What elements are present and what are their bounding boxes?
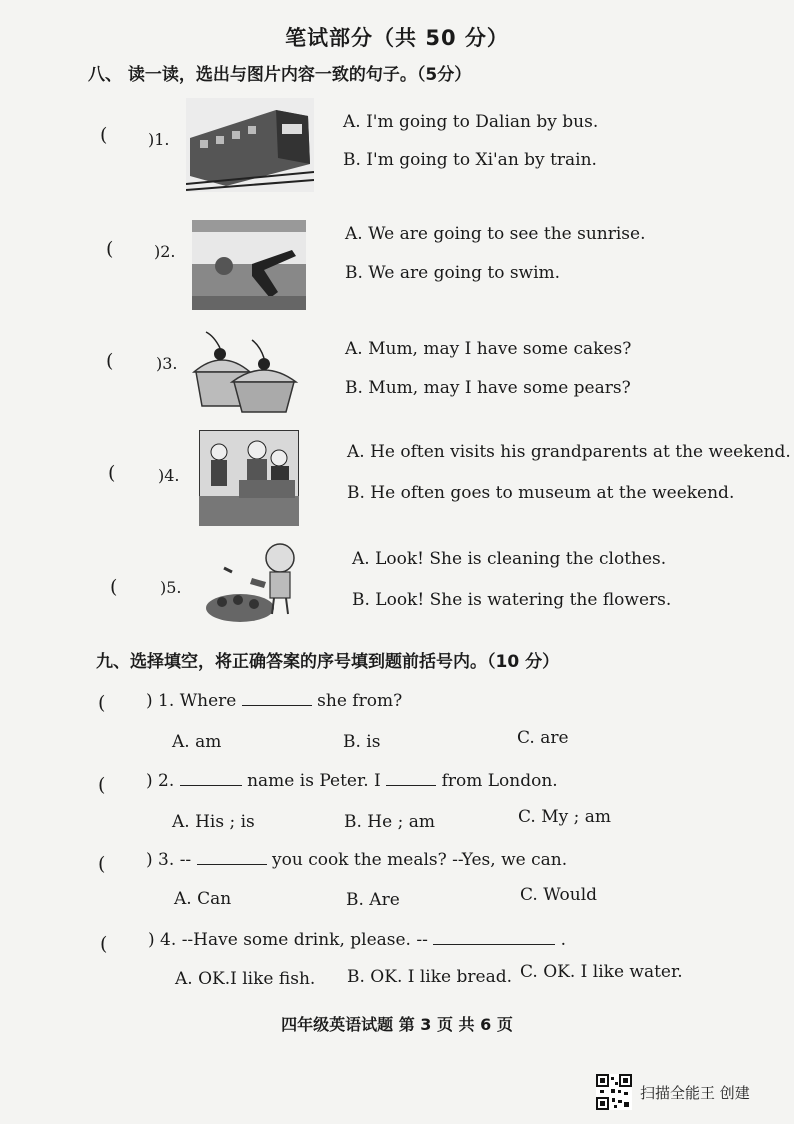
option-9-1c: C. are bbox=[517, 728, 569, 748]
option-5a: A. Look! She is cleaning the clothes. bbox=[352, 549, 667, 569]
option-1b: B. I'm going to Xi'an by train. bbox=[343, 150, 597, 170]
close-paren: ) bbox=[148, 930, 155, 950]
option-3a: A. Mum, may I have some cakes? bbox=[345, 339, 632, 359]
blank-line bbox=[197, 863, 267, 865]
blank-line bbox=[433, 943, 555, 945]
option-9-4c: C. OK. I like water. bbox=[520, 962, 683, 982]
answer-paren-4: ( bbox=[108, 462, 116, 484]
close-paren: ) bbox=[146, 691, 153, 711]
page-footer: 四年级英语试题 第 3 页 共 6 页 bbox=[281, 1015, 513, 1034]
question-number: 3. bbox=[158, 850, 175, 870]
option-9-4a: A. OK.I like fish. bbox=[175, 969, 316, 989]
family-image bbox=[199, 430, 299, 526]
close-paren: ) bbox=[146, 850, 153, 870]
question-text-mid: name is Peter. I bbox=[247, 771, 381, 791]
option-1a: A. I'm going to Dalian by bus. bbox=[343, 112, 599, 132]
question-number: 2. bbox=[158, 771, 175, 791]
answer-paren-9-1: ( bbox=[98, 692, 106, 714]
option-9-1b: B. is bbox=[343, 732, 381, 752]
close-paren: ) bbox=[146, 771, 153, 791]
train-image bbox=[186, 98, 314, 192]
page-title: 笔试部分（共 50 分） bbox=[285, 26, 509, 50]
option-4b: B. He often goes to museum at the weekend. bbox=[347, 483, 735, 503]
answer-paren-5: ( bbox=[110, 576, 118, 598]
option-9-3a: A. Can bbox=[174, 889, 232, 909]
question-9-2 bbox=[146, 771, 558, 791]
option-5b: B. Look! She is watering the flowers. bbox=[352, 590, 672, 610]
option-9-4b: B. OK. I like bread. bbox=[347, 967, 512, 987]
question-9-3 bbox=[146, 850, 567, 870]
question-number-5: )5. bbox=[160, 578, 182, 597]
question-number-3: )3. bbox=[156, 354, 178, 373]
answer-paren-9-4: ( bbox=[100, 933, 108, 955]
option-3b: B. Mum, may I have some pears? bbox=[345, 378, 631, 398]
sunrise-image bbox=[192, 220, 306, 310]
option-2a: A. We are going to see the sunrise. bbox=[345, 224, 646, 244]
girl-flowers-image bbox=[204, 538, 304, 624]
scanner-label: 扫描全能王 创建 bbox=[640, 1083, 750, 1102]
question-text-mid: she from? bbox=[317, 691, 403, 711]
question-number: 4. bbox=[160, 930, 177, 950]
question-text-pre: -- bbox=[179, 850, 192, 870]
option-9-2c: C. My ; am bbox=[518, 807, 612, 827]
question-number: 1. bbox=[158, 691, 175, 711]
scanner-watermark bbox=[596, 1074, 750, 1110]
answer-paren-3: ( bbox=[106, 350, 114, 372]
question-text-post: from London. bbox=[441, 771, 558, 791]
question-number-1: )1. bbox=[148, 130, 170, 149]
question-text-mid: you cook the meals? --Yes, we can. bbox=[272, 850, 568, 870]
answer-paren-9-2: ( bbox=[98, 774, 106, 796]
option-2b: B. We are going to swim. bbox=[345, 263, 561, 283]
option-9-2a: A. His ; is bbox=[172, 812, 255, 832]
question-9-1 bbox=[146, 691, 402, 711]
question-9-4 bbox=[148, 930, 566, 950]
blank-line bbox=[242, 704, 312, 706]
question-text-pre: --Have some drink, please. -- bbox=[181, 930, 428, 950]
answer-paren-2: ( bbox=[106, 238, 114, 260]
blank-line bbox=[386, 784, 436, 786]
question-number-4: )4. bbox=[158, 466, 180, 485]
question-text-mid: . bbox=[560, 930, 567, 950]
section-9-heading: 九、选择填空，将正确答案的序号填到题前括号内。（10 分） bbox=[96, 652, 560, 672]
option-4a: A. He often visits his grandparents at the weekend. bbox=[347, 442, 791, 462]
question-number-2: )2. bbox=[154, 242, 176, 261]
option-9-3b: B. Are bbox=[346, 890, 400, 910]
answer-paren-1: ( bbox=[100, 124, 108, 146]
option-9-3c: C. Would bbox=[520, 885, 598, 905]
question-text-pre: Where bbox=[179, 691, 237, 711]
cupcakes-image bbox=[188, 328, 300, 414]
answer-paren-9-3: ( bbox=[98, 853, 106, 875]
option-9-1a: A. am bbox=[172, 732, 222, 752]
qr-code-icon bbox=[596, 1074, 632, 1110]
section-8-heading: 八、 读一读，选出与图片内容一致的句子。（5分） bbox=[88, 65, 472, 85]
option-9-2b: B. He ; am bbox=[344, 812, 435, 832]
blank-line bbox=[180, 784, 242, 786]
